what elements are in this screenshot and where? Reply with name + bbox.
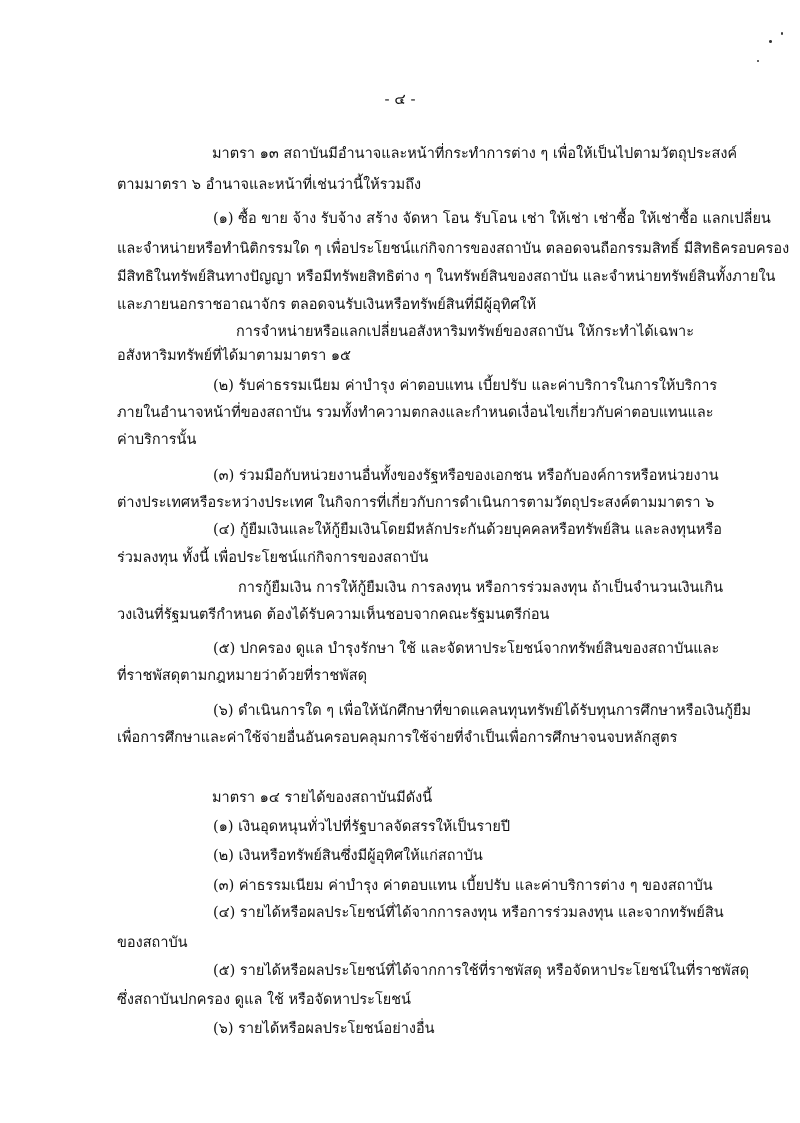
s13-item-1-note-line-1: การจำหน่ายหรือแลกเปลี่ยนอสังหาริมทรัพย์ของสถาบัน ให้กระทำได้เฉพาะ (236, 324, 694, 340)
scan-speck (757, 60, 759, 62)
scan-speck (769, 40, 772, 43)
s14-item-6: (๖) รายได้หรือผลประโยชน์อย่างอื่น (213, 1021, 435, 1037)
s13-item-1-line-1: (๑) ซื้อ ขาย จ้าง รับจ้าง สร้าง จัดหา โอน รับโอน เช่า ให้เช่า เช่าซื้อ ให้เช่าซื้อ แลกเปลี่ยน (213, 211, 771, 227)
s14-item-2: (๒) เงินหรือทรัพย์สินซึ่งมีผู้อุทิศให้แก่สถาบัน (213, 848, 483, 864)
scan-speck (781, 32, 783, 35)
s13-item-1-note-line-2: อสังหาริมทรัพย์ที่ได้มาตามมาตรา ๑๕ (117, 348, 352, 364)
s13-item-4-note-line-2: วงเงินที่รัฐมนตรีกำหนด ต้องได้รับความเห็นชอบจากคณะรัฐมนตรีก่อน (117, 607, 550, 623)
s13-item-3-line-1: (๓) ร่วมมือกับหน่วยงานอื่นทั้งของรัฐหรือของเอกชน หรือกับองค์การหรือหน่วยงาน (213, 468, 719, 484)
s13-item-5-line-2: ที่ราชพัสดุตามกฎหมายว่าด้วยที่ราชพัสดุ (117, 668, 368, 684)
page-number: - ๔ - (384, 90, 416, 108)
s14-item-1: (๑) เงินอุดหนุนทั่วไปที่รัฐบาลจัดสรรให้เป็นรายปี (213, 819, 511, 835)
s14-item-4-line-1: (๔) รายได้หรือผลประโยชน์ที่ได้จากการลงทุน หรือการร่วมลงทุน และจากทรัพย์สิน (213, 905, 724, 921)
s13-item-4-line-1: (๔) กู้ยืมเงินและให้กู้ยืมเงินโดยมีหลักประกันด้วยบุคคลหรือทรัพย์สิน และลงทุนหรือ (213, 522, 722, 538)
s13-item-2-line-1: (๒) รับค่าธรรมเนียม ค่าบำรุง ค่าตอบแทน เบี้ยปรับ และค่าบริการในการให้บริการ (213, 378, 718, 394)
s14-item-5-line-1: (๕) รายได้หรือผลประโยชน์ที่ได้จากการใช้ที่ราชพัสดุ หรือจัดหาประโยชน์ในที่ราชพัสดุ (213, 963, 749, 979)
s13-item-4-line-2: ร่วมลงทุน ทั้งนี้ เพื่อประโยชน์แก่กิจการของสถาบัน (117, 550, 429, 566)
s13-item-2-line-3: ค่าบริการนั้น (117, 432, 197, 448)
section-13-intro: มาตรา ๑๓ สถาบันมีอำนาจและหน้าที่กระทำการต่าง ๆ เพื่อให้เป็นไปตามวัตถุประสงค์ (212, 146, 738, 162)
s14-item-3: (๓) ค่าธรรมเนียม ค่าบำรุง ค่าตอบแทน เบี้ยปรับ และค่าบริการต่าง ๆ ของสถาบัน (213, 878, 713, 894)
s13-item-3-line-2: ต่างประเทศหรือระหว่างประเทศ ในกิจการที่เกี่ยวกับการดำเนินการตามวัตถุประสงค์ตามมาตรา ๖ (117, 495, 715, 511)
section-14-intro: มาตรา ๑๔ รายได้ของสถาบันมีดังนี้ (212, 790, 433, 806)
s13-item-5-line-1: (๕) ปกครอง ดูแล บำรุงรักษา ใช้ และจัดหาประโยชน์จากทรัพย์สินของสถาบันและ (213, 641, 720, 657)
s13-item-2-line-2: ภายในอำนาจหน้าที่ของสถาบัน รวมทั้งทำความตกลงและกำหนดเงื่อนไขเกี่ยวกับค่าตอบแทนและ (117, 405, 714, 421)
s13-item-1-line-3: มีสิทธิในทรัพย์สินทางปัญญา หรือมีทรัพยสิทธิต่าง ๆ ในทรัพย์สินของสถาบัน และจำหน่ายทรัพย์สินทั้งภายใน (117, 269, 776, 285)
s13-item-4-note-line-1: การกู้ยืมเงิน การให้กู้ยืมเงิน การลงทุน หรือการร่วมลงทุน ถ้าเป็นจำนวนเงินเกิน (238, 580, 724, 596)
s14-item-5-line-2: ซึ่งสถาบันปกครอง ดูแล ใช้ หรือจัดหาประโยชน์ (117, 992, 411, 1008)
s13-item-1-line-4: และภายนอกราชอาณาจักร ตลอดจนรับเงินหรือทรัพย์สินที่มีผู้อุทิศให้ (117, 297, 537, 313)
section-13-intro-cont: ตามมาตรา ๖ อำนาจและหน้าที่เช่นว่านี้ให้รวมถึง (117, 177, 422, 193)
s14-item-4-line-2: ของสถาบัน (117, 935, 188, 951)
s13-item-6-line-2: เพื่อการศึกษาและค่าใช้จ่ายอื่นอันครอบคลุมการใช้จ่ายที่จำเป็นเพื่อการศึกษาจนจบหลักสูตร (117, 730, 678, 746)
s13-item-1-line-2: และจำหน่ายหรือทำนิติกรรมใด ๆ เพื่อประโยชน์แก่กิจการของสถาบัน ตลอดจนถือกรรมสิทธิ์ มีสิทธิครอบครอง (117, 241, 790, 257)
s13-item-6-line-1: (๖) ดำเนินการใด ๆ เพื่อให้นักศึกษาที่ขาดแคลนทุนทรัพย์ได้รับทุนการศึกษาหรือเงินกู้ยืม (213, 703, 752, 719)
